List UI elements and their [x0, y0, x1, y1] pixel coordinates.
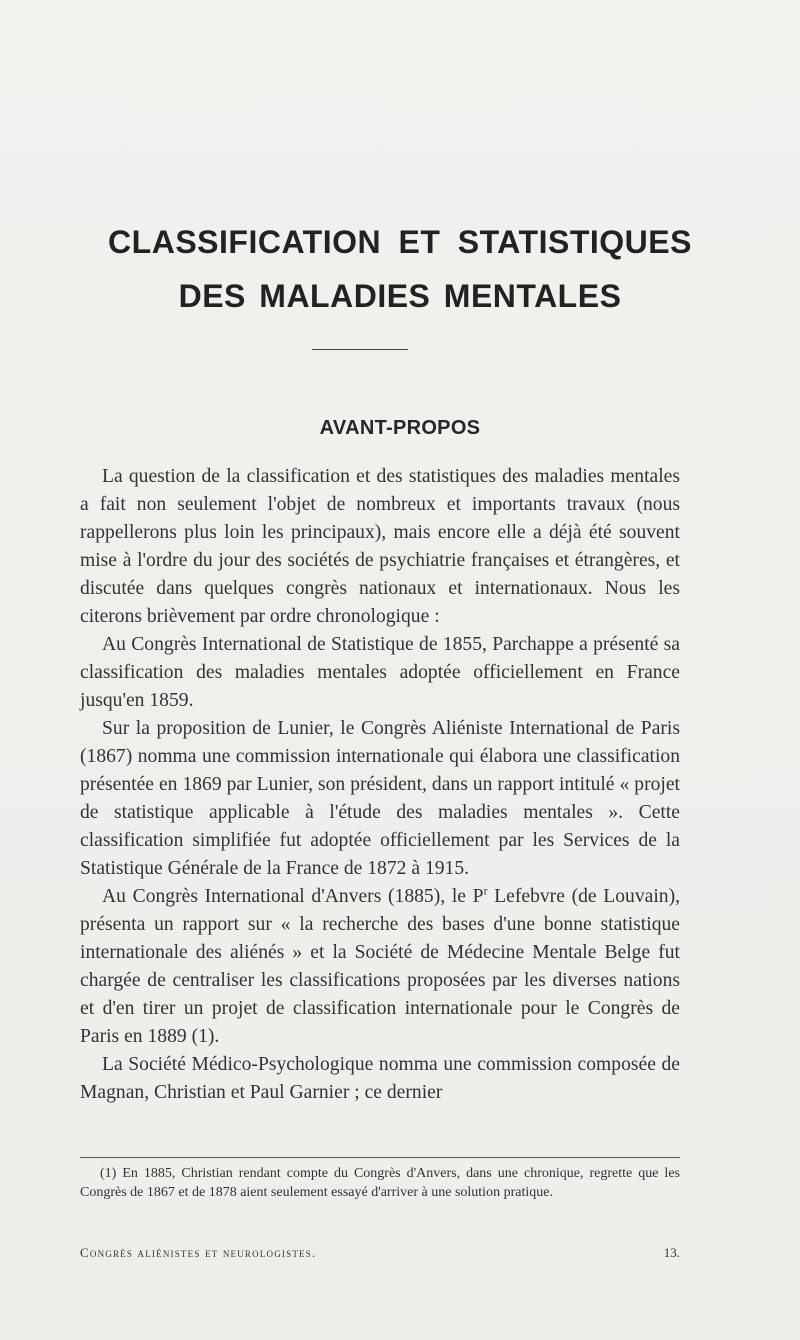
paragraph-1: La question de la classification et des statistiques des maladies mentales a fait non seulement l'objet de nombreux et importants travaux (nous rappellerons plus loin les principaux), mais encore elle a déjà été souvent mise à l'ordre du jour des sociétés de psychiatrie françaises et étrangères, et discutée dans quelques congrès nationaux et internationaux. Nous les citerons brièvement par ordre chronologique :	[80, 466, 680, 627]
paragraph-4	[80, 883, 680, 1051]
page-number: 13.	[663, 1245, 680, 1260]
paragraph-5: La Société Médico-Psychologique nomma une commission composée de Magnan, Christian et Paul Garnier ; ce dernier	[80, 1054, 680, 1103]
paragraph-4-part-a: Au Congrès International d'Anvers (1885), le P	[102, 886, 484, 907]
footnote: (1) En 1885, Christian rendant compte du Congrès d'Anvers, dans une chronique, regrette que les Congrès de 1867 et de 1878 aient seulement essayé d'arriver à une solution pratique.	[80, 1166, 680, 1200]
paragraph-4-part-b: Lefebvre (de Louvain), présenta un rapport sur « la recherche des bases d'une bonne statistique internationale des aliénés » et la Société de Médecine Mentale Belge fut chargée de centraliser les classifications proposées par les diverses nations et d'en tirer un projet de classification internationale pour le Congrès de Paris en 1889 (1).	[80, 886, 681, 1047]
footer-title: Congrès aliénistes et neurologistes.	[80, 1245, 317, 1260]
title-divider	[312, 349, 408, 350]
paragraph-3: Sur la proposition de Lunier, le Congrès Aliéniste International de Paris (1867) nomma une commission internationale qui élabora une classification présentée en 1869 par Lunier, son président, dans un rapport intitulé « projet de statistique applicable à l'étude des maladies mentales ». Cette classification simplifiée fut adoptée officiellement par les Services de la Statistique Générale de la France de 1872 à 1915.	[80, 718, 680, 879]
paragraph-2: Au Congrès International de Statistique de 1855, Parchappe a présenté sa classification des maladies mentales adoptée officiellement en France jusqu'en 1859.	[80, 634, 680, 711]
paragraph-4-superscript: r	[483, 884, 488, 898]
footnote-divider	[80, 1157, 680, 1158]
running-footer	[80, 1245, 680, 1261]
title-line-1: CLASSIFICATION ET STATISTIQUES	[108, 224, 692, 260]
body-text	[80, 463, 680, 1107]
title-line-2: DES MALADIES MENTALES	[178, 278, 622, 314]
section-heading: AVANT-PROPOS	[319, 417, 481, 439]
